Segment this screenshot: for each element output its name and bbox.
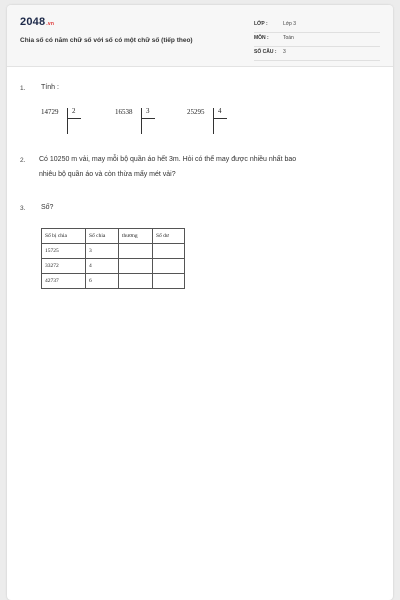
table-cell-quotient[interactable]: [119, 274, 153, 289]
worksheet: [7, 5, 393, 600]
meta-class-label: LỚP :: [254, 21, 268, 27]
division-1-divisor: 2: [72, 107, 76, 115]
meta-class-value: Lớp 3: [283, 21, 297, 27]
table-row: [42, 274, 185, 289]
division-2-vertical-bar: [141, 108, 142, 134]
question-1-text: Tính :: [41, 84, 59, 91]
site-logo[interactable]: [20, 16, 54, 28]
logo-suffix: .vn: [46, 21, 55, 27]
meta-count-label: SỐ CÂU :: [254, 49, 277, 55]
division-3-vertical-bar: [213, 108, 214, 134]
division-3-dividend: 25295: [187, 108, 205, 116]
table-header-remainder: Số dư: [153, 229, 185, 244]
table-row: [42, 259, 185, 274]
table-header-quotient: thương: [119, 229, 153, 244]
division-3-horizontal-bar: [213, 118, 227, 119]
division-2-divisor: 3: [146, 107, 150, 115]
question-3-text: Số?: [41, 204, 54, 211]
worksheet-title: Chia số có năm chữ số với số có một chữ số (tiếp theo): [20, 37, 193, 44]
table-cell-dividend: 33272: [42, 259, 86, 274]
meta-count-row: [254, 46, 380, 61]
division-1-horizontal-bar: [67, 118, 81, 119]
table-cell-dividend: 42737: [42, 274, 86, 289]
meta-count-value: 3: [283, 49, 286, 55]
table-cell-remainder[interactable]: [153, 259, 185, 274]
division-1-dividend: 14729: [41, 108, 59, 116]
quotient-table: [41, 228, 185, 289]
question-1-number: 1.: [20, 85, 26, 92]
table-cell-quotient[interactable]: [119, 244, 153, 259]
division-2-horizontal-bar: [141, 118, 155, 119]
table-cell-divisor: 4: [86, 259, 119, 274]
question-2-line-2: nhiêu bộ quần áo và còn thừa mấy mét vải?: [39, 171, 176, 178]
division-1-vertical-bar: [67, 108, 68, 134]
meta-subject-row: [254, 32, 380, 47]
table-header-dividend: Số bị chia: [42, 229, 86, 244]
table-header-row: [42, 229, 185, 244]
table-cell-divisor: 6: [86, 274, 119, 289]
table-cell-quotient[interactable]: [119, 259, 153, 274]
meta-subject-value: Toán: [283, 35, 294, 41]
logo-main: 2048: [20, 16, 46, 28]
table-row: [42, 244, 185, 259]
table-header-divisor: Số chia: [86, 229, 119, 244]
division-2-dividend: 16538: [115, 108, 133, 116]
table-cell-remainder[interactable]: [153, 274, 185, 289]
question-2-number: 2.: [20, 157, 26, 164]
table-cell-divisor: 3: [86, 244, 119, 259]
table-cell-remainder[interactable]: [153, 244, 185, 259]
meta-class-row: [254, 18, 380, 33]
table-cell-dividend: 15725: [42, 244, 86, 259]
division-3-divisor: 4: [218, 107, 222, 115]
question-2-line-1: Có 10250 m vải, may mỗi bộ quần áo hết 3m. Hỏi có thể may được nhiều nhất bao: [39, 156, 297, 163]
question-3-number: 3.: [20, 205, 26, 212]
worksheet-header: [7, 5, 393, 67]
meta-subject-label: MÔN :: [254, 35, 269, 41]
